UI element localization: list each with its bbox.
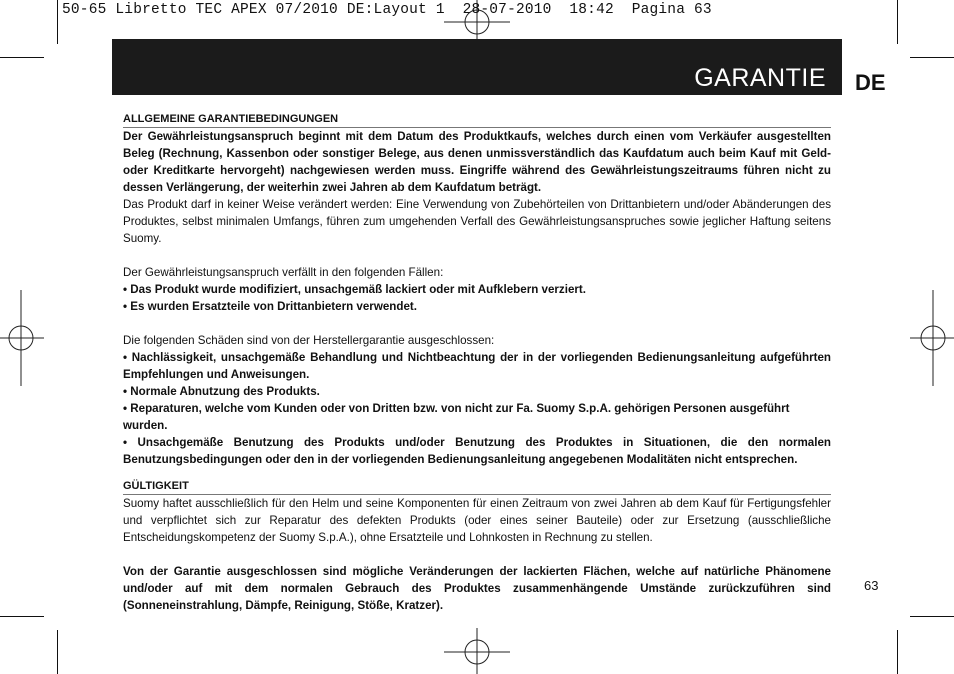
paragraph: Der Gewährleistungsanspruch verfällt in den folgenden Fällen: [123,266,444,279]
list-item: • Das Produkt wurde modifiziert, unsachgemäß lackiert oder mit Aufklebern verziert. [123,283,586,296]
list-item: • Reparaturen, welche vom Kunden oder von Dritten bzw. von nicht zur Fa. Suomy S.p.A. gehörigen Personen ausgeführt wurden. [123,402,790,432]
crop-mark [910,57,954,58]
paragraph: Suomy haftet ausschließlich für den Helm und seine Komponenten für einen Zeitraum von zwei Jahren ab dem Kauf für Fertigungsfehler und verpflichtet sich zur Reparatur des defekten Produkts (oder eines seiner Bauteile) oder zur Ersetzung (ausschließliche Entscheidungskompetenz der Suomy S.p.A.), ohne Ersatzteile und Lohnkosten in Rechnung zu stellen. [123,497,831,544]
registration-mark-icon [444,628,510,674]
crop-mark [910,616,954,617]
list-item: • Es wurden Ersatzteile von Drittanbietern verwendet. [123,300,417,313]
paragraph: Das Produkt darf in keiner Weise verändert werden: Eine Verwendung von Zubehörteilen von Drittanbietern und/oder Abänderungen des Produktes, selbst minimalen Umfangs, führen zum umgehenden Verfall des Gewährleistungsanspruches sowie jeglicher Haftung seitens Suomy. [123,198,831,245]
crop-mark [0,57,44,58]
registration-mark-icon [910,290,954,386]
section-heading: GÜLTIGKEIT [123,479,831,495]
print-slug-line: 50-65 Libretto TEC APEX 07/2010 DE:Layout 1 28-07-2010 18:42 Pagina 63 [62,2,712,18]
page-number: 63 [864,578,879,593]
crop-mark [0,616,44,617]
section-heading: ALLGEMEINE GARANTIEBEDINGUNGEN [123,112,831,128]
list-item: • Unsachgemäße Benutzung des Produkts und/oder Benutzung des Produktes in Situationen, die den normalen Benutzungsbedingungen oder den in der vorliegenden Bedienungsanleitung angegebenen Modalitäten nicht entsprechen. [123,436,831,466]
header-bar [112,39,842,95]
crop-mark [57,630,58,674]
page-title: GARANTIE [694,64,826,92]
registration-mark-icon [0,290,44,386]
list-item: • Normale Abnutzung des Produkts. [123,385,320,398]
paragraph: Der Gewährleistungsanspruch beginnt mit dem Datum des Produktkaufs, welches durch einen vom Verkäufer ausgestellten Beleg (Rechnung, Kassenbon oder sonstiger Belege, aus denen unmissverständlich das Kaufdatum auch beim Kauf mit Geld- oder Kreditkarte hervorgeht) nachgewiesen werden muss. Eingriffe während des Gewährleistungszeitraums führen nicht zu dessen Verlängerung, der weiterhin zwei Jahren ab dem Kaufdatum beträgt. [123,130,831,194]
crop-mark [897,630,898,674]
language-label: DE [855,70,886,95]
list-item: • Nachlässigkeit, unsachgemäße Behandlung und Nichtbeachtung der in der vorliegenden Bedienungsanleitung aufgeführten Empfehlungen und Anweisungen. [123,351,831,381]
crop-mark [57,0,58,44]
crop-mark [897,0,898,44]
paragraph: Von der Garantie ausgeschlossen sind mögliche Veränderungen der lackierten Flächen, welche auf natürliche Phänomene und/oder auf mit dem normalen Gebrauch des Produktes zusammenhängende Umstände zurückzuführen sind (Sonneneinstrahlung, Dämpfe, Reinigung, Stöße, Kratzer). [123,565,831,612]
main-content [123,112,831,614]
paragraph: Die folgenden Schäden sind von der Herstellergarantie ausgeschlossen: [123,334,495,347]
